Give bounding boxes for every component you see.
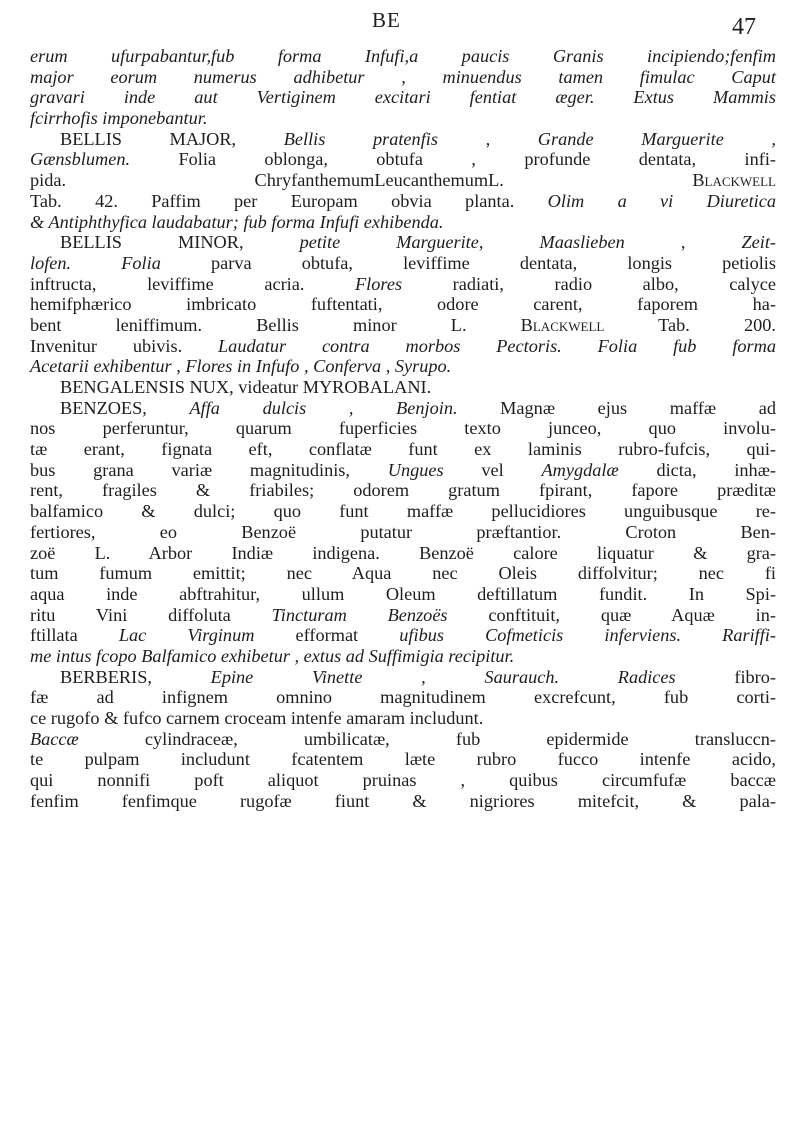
text-line — [30, 667, 776, 688]
text-run: Affa dulcis , Benjoin. — [189, 397, 458, 418]
text-run: & Antiphthyfica laudabatur; fub forma Infufi exhibenda. — [30, 211, 444, 232]
text-run: Magnæ ejus maffæ ad — [457, 397, 776, 418]
text-run: vel — [443, 459, 542, 480]
text-run: Tab. 42. Paffim per Europam obvia planta. — [30, 190, 548, 211]
text-run: Epine Vinette , Saurauch. Radices — [210, 666, 676, 687]
text-line — [30, 563, 776, 584]
text-run: Lac Virginum — [118, 625, 255, 646]
text-run: Amygdalæ — [541, 459, 619, 480]
text-line — [30, 439, 776, 460]
text-run: parva obtufa, leviffime dentata, longis petiolis — [160, 252, 776, 273]
text-line — [30, 108, 776, 129]
text-line — [30, 356, 776, 377]
text-run: gravari inde aut Vertiginem excitari fentiat æger. — [30, 87, 595, 108]
text-run: Acetarii exhibentur , Flores in Infufo , Conferva , Syrupo. — [30, 356, 452, 377]
text-run: Bellis pratenfis , Grande Marguerite , — [283, 128, 776, 149]
text-run: tum fumum emittit; nec Aqua nec Oleis diffolvitur; nec fi — [30, 563, 776, 584]
text-line — [30, 149, 776, 170]
text-run: Gænsblumen. — [30, 149, 131, 170]
text-line — [30, 543, 776, 564]
text-run: bent leniffimum. Bellis minor L. — [30, 314, 521, 335]
text-run: ufibus Cofmeticis inferviens. Rariffi- — [399, 625, 776, 646]
text-run: Ungues — [387, 459, 444, 480]
text-line — [30, 274, 776, 295]
text-run: fcirrhofis imponebantur. — [30, 108, 208, 129]
text-run: radiati, radio albo, calyce — [402, 273, 776, 294]
text-line — [30, 729, 776, 750]
text-run: Laudatur contra morbos Pectoris. Folia fub forma — [218, 335, 776, 356]
text-run — [594, 87, 633, 107]
text-line — [30, 46, 776, 67]
text-run: Folia oblonga, obtufa , profunde dentata, infi- — [130, 149, 776, 170]
running-head-word: BE — [372, 8, 401, 32]
text-line — [30, 67, 776, 88]
text-run: fertiores, eo Benzoë putatur præftantior. Croton Ben- — [30, 521, 776, 542]
text-run: rent, fragiles & friabiles; odorem gratum fpirant, fapore præditæ — [30, 480, 776, 501]
text-run: bus grana variæ magnitudinis, — [30, 459, 388, 480]
text-line — [30, 791, 776, 812]
page-number: 47 — [732, 14, 756, 40]
text-run: Olim a vi Diuretica — [547, 190, 776, 211]
text-line — [30, 480, 776, 501]
text-line — [30, 129, 776, 150]
text-line — [30, 770, 776, 791]
text-run: zoë L. Arbor Indiæ indigena. Benzoë calore liquatur & gra- — [30, 542, 776, 563]
text-run: fibro- — [675, 666, 776, 687]
text-run: Blackwell — [520, 314, 605, 335]
text-line — [30, 232, 776, 253]
text-line — [30, 646, 776, 667]
text-run: aqua inde abftrahitur, ullum Oleum deftillatum fundit. In Spi- — [30, 583, 776, 604]
text-run: fæ ad infignem omnino magnitudinem excrefcunt, fub corti- — [30, 687, 776, 708]
text-line — [30, 460, 776, 481]
text-line — [30, 398, 776, 419]
text-line — [30, 687, 776, 708]
text-run: pida. ChryfanthemumLeucanthemumL. — [30, 170, 693, 191]
text-line — [30, 191, 776, 212]
body-text — [30, 46, 776, 811]
text-run: lofen. Folia — [30, 252, 161, 273]
text-run: erum ufurpabantur,fub forma Infufi,a paucis Granis incipiendo;fenfim — [30, 46, 776, 66]
text-run: ce rugofo & fufco carnem croceam intenfe amaram includunt. — [30, 708, 484, 728]
text-line — [30, 315, 776, 336]
text-run: major eorum numerus adhibetur , minuendus tamen fimulac Caput — [30, 66, 776, 87]
text-run: BENZOES, — [60, 397, 190, 418]
text-run: te pulpam includunt fcatentem læte rubro fucco intenfe acido, — [30, 749, 776, 770]
text-run: hemifphærico imbricato fuftentati, odore carent, faporem ha- — [30, 294, 776, 315]
text-run: Blackwell — [692, 170, 776, 191]
text-line — [30, 87, 776, 108]
text-line — [30, 294, 776, 315]
text-run: Invenitur ubivis. — [30, 335, 219, 356]
running-head — [0, 8, 800, 42]
text-line — [30, 625, 776, 646]
text-run: BERBERIS, — [60, 666, 211, 687]
text-run: conftituit, quæ Aquæ in- — [447, 604, 776, 625]
text-line — [30, 377, 776, 398]
text-run: Tincturam Benzoës — [271, 604, 448, 625]
text-run: Flores — [355, 273, 403, 294]
text-run: cylindraceæ, umbilicatæ, fub epidermide transluccn- — [78, 728, 776, 749]
text-line — [30, 749, 776, 770]
text-line — [30, 584, 776, 605]
text-run: dicta, inhæ- — [618, 459, 776, 480]
text-run: Extus Mammis — [633, 87, 776, 108]
text-line — [30, 170, 776, 191]
text-run: BENGALENSIS NUX, videatur MYROBALANI. — [60, 377, 432, 397]
text-run: balfamico & dulci; quo funt maffæ pellucidiores unguibusque re- — [30, 501, 776, 522]
text-line — [30, 418, 776, 439]
text-run: ftillata — [30, 625, 119, 646]
text-run: nos perferuntur, quarum fuperficies texto junceo, quo involu- — [30, 418, 776, 439]
text-run: inftructa, leviffime acria. — [30, 273, 356, 294]
text-line — [30, 708, 776, 729]
text-run: BELLIS MINOR, — [60, 232, 300, 253]
text-line — [30, 253, 776, 274]
text-run: ritu Vini diffoluta — [30, 604, 272, 625]
text-line — [30, 336, 776, 357]
text-line — [30, 522, 776, 543]
text-line — [30, 501, 776, 522]
text-line — [30, 605, 776, 626]
text-run: Baccæ — [30, 728, 79, 749]
text-run: qui nonnifi poft aliquot pruinas , quibus circumfufæ baccæ — [30, 770, 776, 791]
text-run: BELLIS MAJOR, — [60, 128, 284, 149]
text-run: Tab. 200. — [604, 314, 776, 335]
text-run: me intus fcopo Balfamico exhibetur , extus ad Suffimigia recipitur. — [30, 645, 515, 666]
text-run: fenfim fenfimque rugofæ fiunt & nigriores mitefcit, & pala- — [30, 790, 776, 811]
text-run: petite Marguerite, Maaslieben , Zeit- — [299, 232, 776, 253]
text-run: tæ erant, fignata eft, conflatæ funt ex laminis rubro-fufcis, qui- — [30, 439, 776, 460]
text-run: efformat — [254, 625, 400, 646]
text-line — [30, 212, 776, 233]
